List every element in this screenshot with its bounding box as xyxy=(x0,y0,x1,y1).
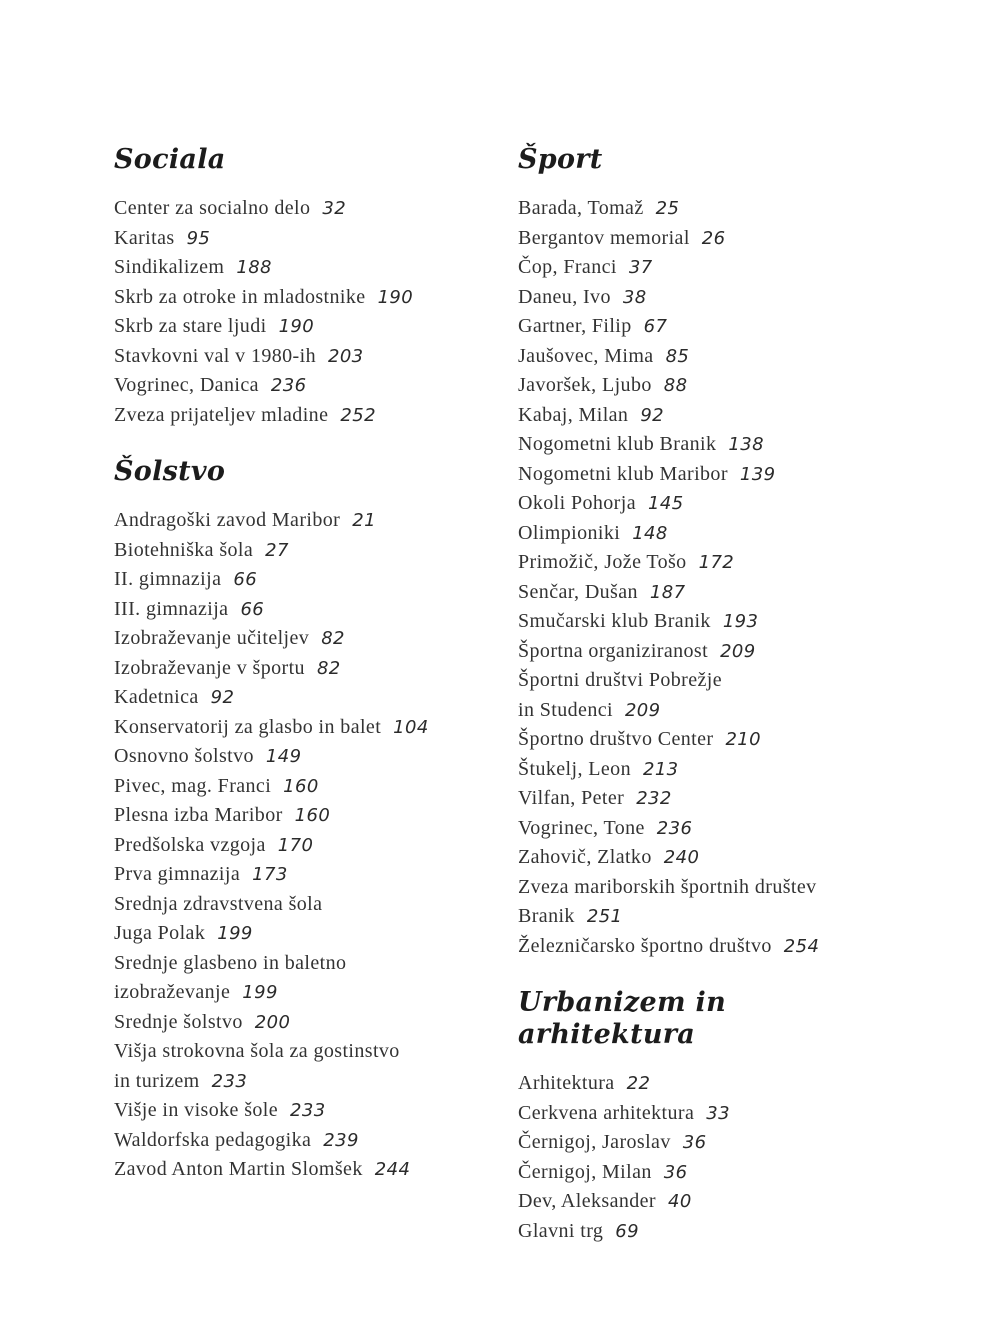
entry-term: Skrb za otroke in mladostnike xyxy=(114,285,366,308)
entry-term: Srednje glasbeno in baletno xyxy=(114,951,347,974)
entry-page-number: 69 xyxy=(615,1220,640,1242)
entry-page-number: 187 xyxy=(649,581,686,603)
entry-page-number: 95 xyxy=(186,227,211,249)
entry-term: Arhitektura xyxy=(518,1072,615,1094)
entry-page-number: 252 xyxy=(340,404,376,426)
entry-term: Okoli Pohorja xyxy=(518,492,636,514)
index-entry xyxy=(114,253,494,283)
index-entry xyxy=(114,801,494,831)
index-entry xyxy=(114,283,494,313)
entry-term: Bergantov memorial xyxy=(518,226,690,249)
entry-page-number: 82 xyxy=(316,657,341,679)
entry-page-number: 88 xyxy=(663,375,688,396)
index-entry xyxy=(518,519,898,549)
entry-page-number: 145 xyxy=(647,493,684,514)
entry-page-number: 251 xyxy=(586,906,623,927)
entry-term: Primožič, Jože Tošo xyxy=(518,551,687,573)
index-entry xyxy=(518,637,898,667)
index-entry xyxy=(518,932,898,962)
entry-page-number: 38 xyxy=(622,286,647,308)
entry-term: Kabaj, Milan xyxy=(518,403,629,426)
entry-term: Zavod Anton Martin Slomšek xyxy=(114,1158,363,1180)
entry-page-number: 203 xyxy=(327,345,364,367)
entry-term: Osnovno šolstvo xyxy=(114,745,254,767)
index-entry xyxy=(114,312,494,342)
index-entry xyxy=(518,1099,898,1129)
entry-term: Športni društvi Pobrežje xyxy=(518,669,723,691)
entry-term: izobraževanje xyxy=(114,981,231,1003)
entry-page-number: 21 xyxy=(352,510,376,531)
index-entry xyxy=(518,1069,898,1099)
section-heading: Šport xyxy=(518,144,603,175)
section-heading: Urbanizem in arhitektura xyxy=(518,987,726,1050)
entry-term: Waldorfska pedagogika xyxy=(114,1128,312,1151)
index-column-left xyxy=(114,144,494,1185)
entry-page-number: 37 xyxy=(628,257,653,278)
index-entry xyxy=(518,548,898,578)
index-entry xyxy=(114,1008,494,1038)
entry-term: Branik xyxy=(518,905,575,927)
index-entry xyxy=(114,536,494,566)
entry-term: Javoršek, Ljubo xyxy=(518,374,652,396)
index-entry xyxy=(114,624,494,654)
entry-page-number: 190 xyxy=(278,316,315,337)
index-entry xyxy=(114,1155,494,1185)
entry-page-number: 236 xyxy=(656,817,693,839)
entry-page-number: 170 xyxy=(277,834,314,856)
section-heading: Sociala xyxy=(114,144,226,175)
entry-term: in Studenci xyxy=(518,698,613,721)
entry-term: Višja strokovna šola za gostinstvo xyxy=(114,1040,400,1062)
entry-term: Černigoj, Milan xyxy=(518,1160,652,1183)
index-entry xyxy=(518,814,898,844)
index-entry xyxy=(114,194,494,224)
entry-page-number: 213 xyxy=(642,758,679,780)
index-entry xyxy=(114,371,494,401)
entry-page-number: 160 xyxy=(294,805,331,826)
entry-term: Športna organiziranost xyxy=(518,639,709,662)
entry-page-number: 199 xyxy=(217,923,253,944)
entry-page-number: 82 xyxy=(321,628,345,649)
entry-page-number: 190 xyxy=(377,286,414,308)
index-entry xyxy=(518,784,898,814)
entry-term: Čop, Franci xyxy=(518,256,617,278)
index-entry xyxy=(518,1128,898,1158)
entry-page-number: 210 xyxy=(725,729,762,750)
entry-page-number: 236 xyxy=(270,375,307,396)
entry-term: Daneu, Ivo xyxy=(518,285,611,308)
entry-page-number: 66 xyxy=(233,569,258,590)
entry-page-number: 66 xyxy=(240,598,265,620)
entry-page-number: 193 xyxy=(722,611,759,632)
entry-page-number: 172 xyxy=(698,552,735,573)
entry-term: Center za socialno delo xyxy=(114,197,311,219)
entry-page-number: 200 xyxy=(254,1011,291,1033)
entry-term: Jaušovec, Mima xyxy=(518,344,654,367)
entry-page-number: 25 xyxy=(655,198,680,219)
entry-term: Štukelj, Leon xyxy=(518,757,631,780)
index-entry xyxy=(518,755,898,785)
entry-page-number: 138 xyxy=(728,434,764,455)
entry-term: Zveza prijateljev mladine xyxy=(114,403,329,426)
index-entry xyxy=(518,312,898,342)
index-entry xyxy=(518,1217,898,1247)
index-entry xyxy=(518,224,898,254)
index-entry xyxy=(114,1096,494,1126)
entry-page-number: 27 xyxy=(265,539,289,561)
entry-term: Karitas xyxy=(114,226,175,249)
entry-page-number: 139 xyxy=(739,463,776,485)
entry-term: Izobraževanje učiteljev xyxy=(114,627,310,649)
index-entry xyxy=(114,401,494,431)
entry-page-number: 188 xyxy=(236,257,272,278)
entry-page-number: 244 xyxy=(374,1159,411,1180)
index-entry xyxy=(114,831,494,861)
index-entry-list xyxy=(114,506,494,1185)
index-entry xyxy=(518,401,898,431)
entry-page-number: 233 xyxy=(211,1070,248,1092)
index-entry xyxy=(114,595,494,625)
entry-term: Zveza mariborskih športnih društev xyxy=(518,875,817,898)
entry-term: Nogometni klub Branik xyxy=(518,433,717,455)
entry-term: Vogrinec, Tone xyxy=(518,816,645,839)
section-heading: Šolstvo xyxy=(114,456,226,487)
index-entry xyxy=(518,460,898,490)
index-entry xyxy=(518,725,898,755)
entry-term: in turizem xyxy=(114,1069,200,1092)
entry-page-number: 233 xyxy=(290,1100,326,1121)
index-entry xyxy=(114,1126,494,1156)
entry-term: Železničarsko športno društvo xyxy=(518,934,772,957)
entry-page-number: 173 xyxy=(252,864,288,885)
index-entry xyxy=(114,949,494,1008)
index-entry xyxy=(114,742,494,772)
index-entry xyxy=(518,578,898,608)
entry-term: Konservatorij za glasbo in balet xyxy=(114,715,382,738)
index-entry xyxy=(114,224,494,254)
entry-term: Stavkovni val v 1980-ih xyxy=(114,344,316,367)
entry-term: Andragoški zavod Maribor xyxy=(114,509,341,531)
entry-term: Srednje šolstvo xyxy=(114,1010,243,1033)
index-entry xyxy=(114,683,494,713)
entry-page-number: 254 xyxy=(783,935,820,957)
entry-term: II. gimnazija xyxy=(114,568,222,590)
entry-page-number: 33 xyxy=(706,1102,730,1124)
entry-page-number: 40 xyxy=(668,1191,692,1212)
entry-page-number: 104 xyxy=(393,716,429,738)
entry-page-number: 22 xyxy=(626,1073,651,1094)
index-entry xyxy=(518,873,898,932)
entry-page-number: 32 xyxy=(322,198,347,219)
index-entry xyxy=(518,489,898,519)
index-entry xyxy=(518,283,898,313)
index-entry-list xyxy=(114,194,494,430)
entry-term: Senčar, Dušan xyxy=(518,580,638,603)
index-section xyxy=(518,987,898,1246)
entry-term: III. gimnazija xyxy=(114,597,229,620)
entry-term: Pivec, mag. Franci xyxy=(114,774,272,797)
entry-term: Smučarski klub Branik xyxy=(518,610,711,632)
entry-page-number: 199 xyxy=(242,982,278,1003)
index-entry xyxy=(518,253,898,283)
index-entry xyxy=(518,342,898,372)
index-entry xyxy=(518,1187,898,1217)
entry-page-number: 232 xyxy=(636,788,672,809)
index-entry xyxy=(114,1037,494,1096)
entry-term: Prva gimnazija xyxy=(114,863,241,885)
entry-term: Vilfan, Peter xyxy=(518,787,625,809)
index-entry xyxy=(518,430,898,460)
entry-term: Glavni trg xyxy=(518,1219,604,1242)
entry-term: Gartner, Filip xyxy=(518,315,632,337)
index-entry xyxy=(518,371,898,401)
entry-term: Olimpioniki xyxy=(518,521,621,544)
entry-page-number: 85 xyxy=(665,345,690,367)
entry-page-number: 92 xyxy=(640,404,665,426)
index-entry-list xyxy=(518,194,898,961)
entry-term: Kadetnica xyxy=(114,686,199,708)
index-entry xyxy=(114,565,494,595)
entry-term: Srednja zdravstvena šola xyxy=(114,892,323,915)
entry-term: Nogometni klub Maribor xyxy=(518,462,728,485)
entry-term: Černigoj, Jaroslav xyxy=(518,1131,671,1153)
entry-page-number: 240 xyxy=(663,847,700,868)
entry-term: Cerkvena arhitektura xyxy=(518,1101,695,1124)
entry-term: Zahovič, Zlatko xyxy=(518,846,652,868)
entry-term: Predšolska vzgoja xyxy=(114,833,266,856)
entry-page-number: 26 xyxy=(701,227,726,249)
index-entry xyxy=(114,713,494,743)
entry-term: Skrb za stare ljudi xyxy=(114,315,267,337)
entry-page-number: 160 xyxy=(283,775,319,797)
index-entry xyxy=(114,890,494,949)
index-entry xyxy=(114,860,494,890)
entry-page-number: 149 xyxy=(265,746,302,767)
entry-page-number: 209 xyxy=(720,640,756,662)
entry-term: Vogrinec, Danica xyxy=(114,374,259,396)
entry-term: Športno društvo Center xyxy=(518,728,714,750)
index-entry xyxy=(114,772,494,802)
entry-term: Višje in visoke šole xyxy=(114,1099,279,1121)
entry-term: Dev, Aleksander xyxy=(518,1190,656,1212)
index-entry-list xyxy=(518,1069,898,1246)
entry-term: Juga Polak xyxy=(114,922,206,944)
entry-page-number: 239 xyxy=(323,1129,359,1151)
index-entry xyxy=(518,843,898,873)
index-entry xyxy=(518,1158,898,1188)
index-section xyxy=(518,144,898,961)
entry-page-number: 36 xyxy=(663,1161,688,1183)
entry-page-number: 92 xyxy=(210,687,235,708)
entry-term: Izobraževanje v športu xyxy=(114,656,305,679)
index-entry xyxy=(114,506,494,536)
entry-page-number: 36 xyxy=(682,1132,707,1153)
index-section xyxy=(114,144,494,430)
index-section xyxy=(114,456,494,1185)
index-entry xyxy=(114,342,494,372)
entry-term: Sindikalizem xyxy=(114,256,225,278)
index-entry xyxy=(518,194,898,224)
entry-term: Biotehniška šola xyxy=(114,538,254,561)
index-entry xyxy=(114,654,494,684)
entry-page-number: 67 xyxy=(643,316,668,337)
index-entry xyxy=(518,666,898,725)
entry-page-number: 209 xyxy=(624,699,661,721)
index-column-right xyxy=(518,144,898,1246)
entry-page-number: 148 xyxy=(632,522,668,544)
entry-term: Plesna izba Maribor xyxy=(114,804,283,826)
index-entry xyxy=(518,607,898,637)
entry-term: Barada, Tomaž xyxy=(518,197,644,219)
